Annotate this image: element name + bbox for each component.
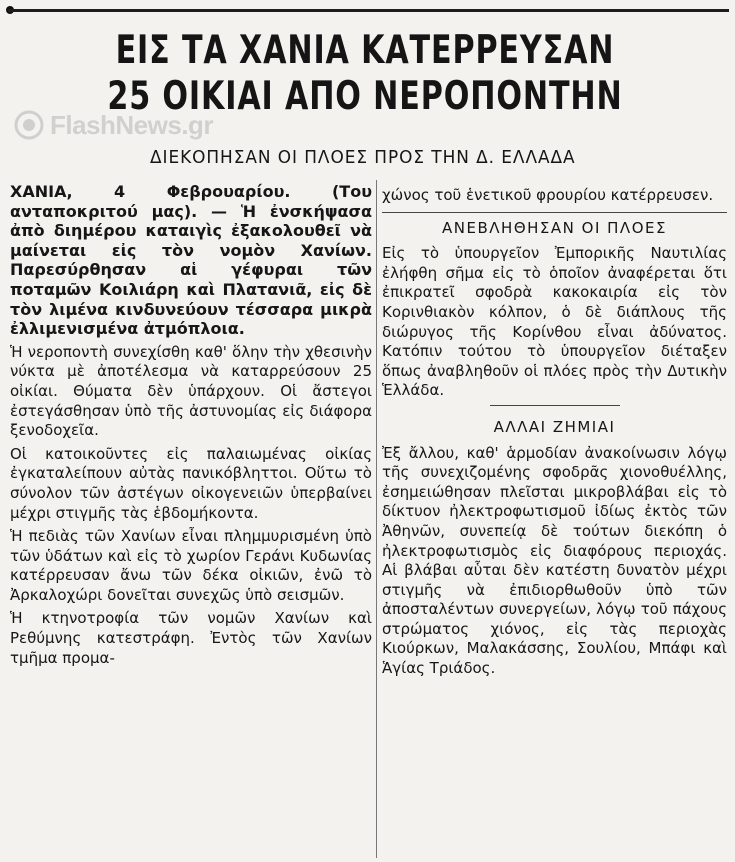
section-title-postponed: ΑΝΕΒΛΗΘΗΣΑΝ ΟΙ ΠΛΟΕΣ [382,212,727,239]
article-paragraph-3: Οἱ κατοικοῦντες εἰς παλαιωμένας οἰκίας ἐγκαταλείπουν αὐτὰς πανικόβληττοι. Οὕτω τὸ σύνολον τῶν ἀστέγων οἰκογενειῶν ὑπερβαίνει μέχρι στιγμῆς τὰς ἑβδομήκοντα. [10,444,372,522]
right-column [382,186,727,683]
watermark [14,104,229,146]
article-paragraph-damages: Ἐξ ἄλλου, καθ' ἁρμοδίαν ἀνακοίνωσιν λόγῳ τῆς συνεχιζομένης σφοδρᾶς χιονοθυέλλης, ἐσημειώθησαν πλεῖσται μικροβλάβαι εἰς τὸ δίκτυον ἠλεκτροφωτισμοῦ ἰδίως ἐκτὸς τῶν Ἀθηνῶν, συνεπείᾳ δὲ τούτων διεκόπη ὁ ἠλεκτροφωτισμὸς εἰς διαφόρους περιοχάς. Αἱ βλάβαι αὗται δὲν κατέστη δυνατὸν μέχρι στιγμῆς νὰ ἐπιδιορθωθοῦν ὑπὸ τῶν ἀποσταλέντων συνεργείων, λόγῳ τοῦ πάχους στρώματος χιόνος, εἰς τὰς περιοχὰς Κιούρκων, Μαλακάσσης, Σουλίου, Μπάφι καὶ Ἁγίας Τριάδος. [382,443,727,678]
section-rule [490,405,620,406]
headline-line-1: ΕΙΣ ΤΑ ΧΑΝΙΑ ΚΑΤΕΡΡΕΥΣΑΝ [115,28,615,73]
article-paragraph-2: Ἡ νεροποντὴ συνεχίσθη καθ' ὅλην τὴν χθεσινὴν νύκτα μὲ ἀποτέλεσμα νὰ καταρρεύσουν 25 οἰκίαι. Θύματα δὲν ὑπάρχουν. Οἱ ἄστεγοι ἐστεγάσθησαν ὑπὸ τῆς ἀστυνομίας εἰς διάφορα ξενοδοχεῖα. [10,342,372,440]
article-paragraph-5: Ἡ κτηνοτροφία τῶν νομῶν Χανίων καὶ Ρεθύμνης κατεστράφη. Ἐντὸς τῶν Χανίων τμῆμα προμα- [10,609,372,667]
article-paragraph-1: ΧΑΝΙΑ, 4 Φεβρουαρίου. (Του ανταποκριτού μας). — Ἡ ἐνσκήψασα ἀπὸ διημέρου καταιγὶς ἐξακολουθεῖ νὰ μαίνεται εἰς τὸν νομὸν Χανίων. Παρεσύρθησαν αἱ γέφυραι τῶν ποταμῶν Κοιλιάρη καὶ Πλατανιᾶ, εἰς δὲ τὸν λιμένα κινδυνεύουν τέσσαρα μικρὰ ἐλλιμενισμένα ἀτμόπλοια. [10,182,372,339]
watermark-text: FlashNews.gr [50,109,214,140]
article-paragraph-continued: χώνος τοῦ ἑνετικοῦ φρουρίου κατέρρευσεν. [382,186,714,204]
top-rule [8,9,729,12]
subheadline: ΔΙΕΚΟΠΗΣΑΝ ΟΙ ΠΛΟΕΣ ΠΡΟΣ ΤΗΝ Δ. ΕΛΛΑΔΑ [150,147,576,168]
headline-line-2: 25 ΟΙΚΙΑΙ ΑΠΟ ΝΕΡΟΠΟΝΤΗΝ [107,74,623,119]
article-paragraph-4: Ἡ πεδιὰς τῶν Χανίων εἶναι πλημμυρισμένη ὑπὸ τῶν ὑδάτων καὶ εἰς τὸ χωρίον Γεράνι Κυδωνίας κατέρρευσαν ἄνω τῶν δέκα οἰκιῶν, ἐνῶ τὸ Ἀρκαλοχώρι δονεῖται συνεχῶς ὑπὸ σεισμῶν. [10,527,372,604]
section-title-damages: ΑΛΛΑΙ ΖΗΜΙΑΙ [493,417,616,436]
flash-logo-icon [14,110,44,140]
article-paragraph-postponed: Εἰς τὸ ὑπουργεῖον Ἐμπορικῆς Ναυτιλίας ἐλήφθη σῆμα εἰς τὸ ὁποῖον ἀναφέρεται ὅτι ἐπικρατεῖ σφοδρὰ κακοκαιρία εἰς τὸν Κορινθιακὸν κόλπον, ὁ δὲ διάπλους τῆς διώρυγος τῆς Κορίνθου εἶναι ἀδύνατος. Κατόπιν τούτου τὸ ὑπουργεῖον διέταξεν ὅπως ἀναβληθοῦν οἱ πλόες πρὸς τὴν Δυτικὴν Ἑλλάδα. [382,244,727,400]
column-divider [376,180,377,858]
left-column [10,182,372,672]
